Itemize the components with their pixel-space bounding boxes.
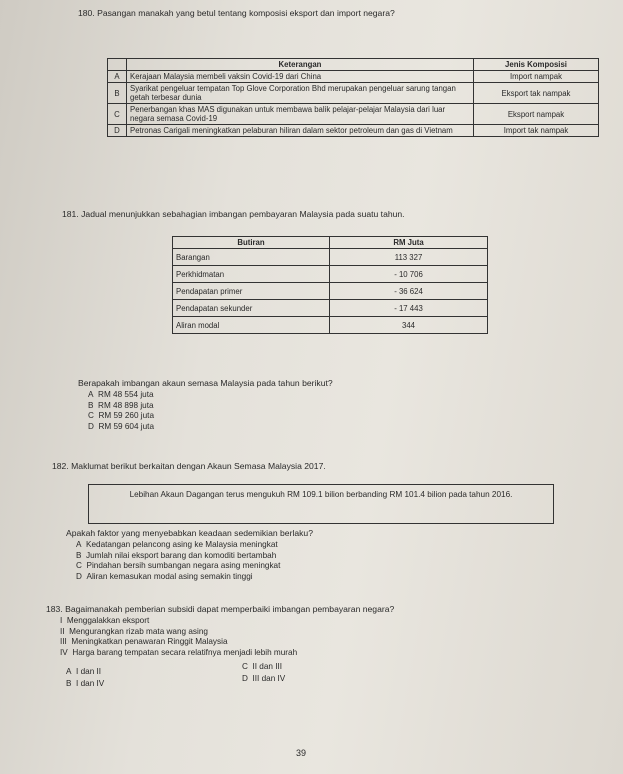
statement-i: I Menggalakkan eksport [60, 616, 150, 625]
table-row: Pendapatan primer - 36 624 [173, 283, 488, 300]
statement-ii: II Mengurangkan rizab mata wang asing [60, 626, 208, 636]
option-d[interactable]: D III dan IV [242, 674, 286, 683]
option-c[interactable]: C II dan III [242, 662, 283, 671]
option-a[interactable]: A RM 48 554 juta [88, 390, 154, 399]
table-row: C Penerbangan khas MAS digunakan untuk membawa balik pelajar-pelajar Malaysia dari luar negara semasa Covid-19 Eksport nampak [108, 104, 599, 125]
q181-table [172, 236, 488, 334]
table-row: B Syarikat pengeluar tempatan Top Glove Corporation Bhd merupakan pengeluar sarung tangan getah terbesar dunia Eksport tak nampak [108, 83, 599, 104]
option-a[interactable]: A I dan II [66, 667, 102, 676]
table-header-row: Keterangan Jenis Komposisi [108, 59, 599, 71]
q183-stem: 183. Bagaimanakah pemberian subsidi dapat memperbaiki imbangan pembayaran negara? [46, 604, 395, 614]
table-row: A Kerajaan Malaysia membeli vaksin Covid-19 dari China Import nampak [108, 71, 599, 83]
q181-question: Berapakah imbangan akaun semasa Malaysia pada tahun berikut? [78, 378, 333, 388]
option-d[interactable]: D Aliran kemasukan modal asing semakin tinggi [76, 571, 253, 581]
q181-options [88, 390, 154, 433]
table-header-row: Butiran RM Juta [173, 237, 488, 249]
option-b[interactable]: B I dan IV [66, 679, 105, 688]
q182-stem: 182. Maklumat berikut berkaitan dengan Akaun Semasa Malaysia 2017. [52, 461, 326, 471]
table-row: Barangan 113 327 [173, 249, 488, 266]
statement-iii: III Meningkatkan penawaran Ringgit Malaysia [60, 637, 228, 647]
q180-table [107, 58, 599, 137]
option-c[interactable]: C Pindahan bersih sumbangan negara asing meningkat [76, 561, 281, 571]
option-c[interactable]: C RM 59 260 juta [88, 411, 155, 421]
q183-statements [60, 616, 297, 659]
option-d[interactable]: D RM 59 604 juta [88, 421, 155, 431]
option-a[interactable]: A Kedatangan pelancong asing ke Malaysia meningkat [76, 540, 278, 549]
option-b[interactable]: B Jumlah nilai eksport barang dan komoditi bertambah [76, 550, 277, 560]
q182-question: Apakah faktor yang menyebabkan keadaan sedemikian berlaku? [66, 528, 313, 538]
page-number: 39 [296, 748, 307, 758]
q182-info-box: Lebihan Akaun Dagangan terus mengukuh RM 109.1 bilion berbanding RM 101.4 bilion pada tahun 2016. [88, 484, 554, 524]
q181-stem: 181. Jadual menunjukkan sebahagian imbangan pembayaran Malaysia pada suatu tahun. [62, 209, 405, 219]
statement-iv: IV Harga barang tempatan secara relatifnya menjadi lebih murah [60, 647, 298, 657]
table-row: D Petronas Carigali meningkatkan pelaburan hiliran dalam sektor petroleum dan gas di Vietnam Import tak nampak [108, 125, 599, 137]
q182-options [76, 540, 280, 583]
table-row: Pendapatan sekunder - 17 443 [173, 300, 488, 317]
table-row: Aliran modal 344 [173, 317, 488, 334]
q180-stem: 180. Pasangan manakah yang betul tentang komposisi eksport dan import negara? [78, 8, 395, 18]
option-b[interactable]: B RM 48 898 juta [88, 400, 154, 410]
table-row: Perkhidmatan - 10 706 [173, 266, 488, 283]
